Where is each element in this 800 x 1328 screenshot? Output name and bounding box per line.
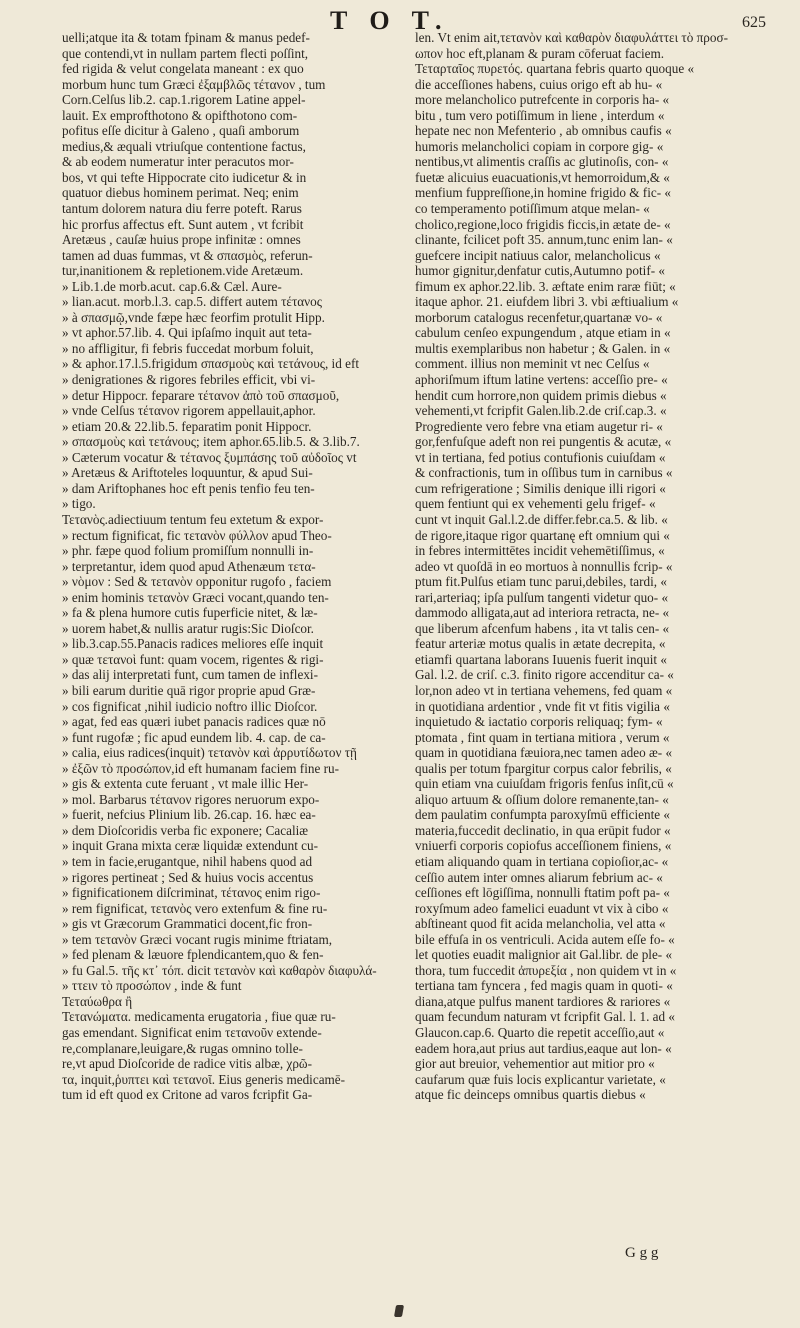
text-line: adeo vt quoſdā in eo mortuos à nonnullis fcrip- « [415, 558, 673, 574]
text-line: in febres intermittētes incidit vehemētiſſimus, « [415, 543, 665, 559]
text-line: que contendi,vt in nullam partem flecti poſſint, [62, 45, 309, 61]
text-line: » funt rugofæ ; fic apud eundem lib. 4. cap. de ca- [62, 729, 326, 745]
text-line: co temperamento potiſſimum atque melan- « [415, 201, 650, 217]
text-line: humor gignitur,denfatur cutis,Autumno potif- « [415, 263, 665, 279]
text-line: ptomata , fint quam in tertiana mitiora , verum « [415, 729, 670, 745]
text-line: quatuor diebus hominem perimat. Neq; enim [62, 185, 299, 201]
text-line: aphoriſmum iftum latine vertens: acceſſio pre- « [415, 372, 668, 388]
text-line: bos, vt qui tefte Hippocrate cito iudicetur & in [62, 169, 307, 185]
text-line: » denigrationes & rigores febriles efficit, vbi vi- [62, 372, 316, 388]
text-line: lauit. Ex emprofthotono & opifthotono com- [62, 107, 298, 123]
text-line: fuetæ alicuius euacuationis,vt hemorroidum,& « [415, 169, 670, 185]
text-line: » quæ τετανοὶ funt: quam vocem, rigentes & rigi- [62, 651, 324, 667]
text-line: de rigore,itaque rigor quartanę eft omnium qui « [415, 527, 670, 543]
page-number: 625 [742, 14, 766, 31]
text-line: vehementi,vt fcripfit Galen.lib.2.de criſ.cap.3. « [415, 403, 667, 419]
text-line: abſtineant quod fit acida melancholia, vel atta « [415, 916, 666, 932]
text-line: ceſſiones eft lōgiſſima, nonnulli ftatim poft pa- « [415, 885, 670, 901]
text-line: » Cæterum vocatur & τέτανος ξυμπάσης τοῦ αὐδοῖος vt [62, 449, 357, 465]
text-line: pofitus eſſe dicitur à Galeno , quaſi amborum [62, 123, 300, 139]
text-line: » agat, fed eas quæri iubet panacis radices quæ nō [62, 714, 326, 730]
text-line: Aretæus , cauſæ huius prope infinitæ : omnes [62, 232, 301, 248]
text-line: ptum fit.Pulſus etiam tunc parui,debiles, tardi, « [415, 574, 667, 590]
text-line: featur arteriæ motus qualis in ætate decrepita, « [415, 636, 666, 652]
text-line: » dam Ariftophanes hoc eft penis tenfio feu ten- [62, 480, 315, 496]
text-line: roxyſmum adeo famelici euadunt vt vix à cibo « [415, 900, 669, 916]
text-line: ceſſio autem inter omnes aliarum febrium ac- « [415, 869, 663, 885]
text-line: » vt aphor.57.lib. 4. Qui ipſaſmo inquit aut teta- [62, 325, 312, 341]
text-line: cabulum cenſeo expungendum , atque etiam in « [415, 325, 671, 341]
text-line: que liberum afcenfum habens , ita vt talis cen- « [415, 620, 670, 636]
text-line: gas emendant. Significat enim τετανοῦν extende- [62, 1025, 322, 1040]
text-line: fimum ex aphor.22.lib. 3. æftate enim raræ fiūt; « [415, 278, 676, 294]
text-line: re,complanare,leuigare,& rugas omnino tolle- [62, 1040, 303, 1056]
text-line: » ττειν τὸ προσώπον , inde & funt [62, 978, 242, 994]
text-line: morborum catalogus recenfetur,quartanæ vo- « [415, 309, 663, 325]
text-line: eadem hora,aut prius aut tardius,eaque aut lon- « [415, 1040, 672, 1056]
text-line: » gis & extenta cute feruant , vt male illic Her- [62, 776, 309, 792]
text-line: quam fecundum naturam vt fcripfit Gal. l. 1. ad « [415, 1009, 676, 1025]
right-column [415, 30, 745, 1103]
text-line: Corn.Celſus lib.2. cap.1.rigorem Latine appel- [62, 92, 306, 108]
text-line: cum refrigeratione ; Similis denique illi rigori « [415, 480, 666, 496]
text-line: hic prorfus affectus eft. Sunt autem , vt fcribit [62, 216, 304, 232]
text-line: vt in tertiana, fed potius contufionis cuiuſdam « [415, 449, 666, 465]
text-line: » bili earum duritie quā rigor proprie apud Græ- [62, 682, 316, 698]
text-line: » σπασμοὺς καὶ τετάνους; item aphor.65.lib.5. & 3.lib.7. [62, 434, 360, 450]
text-line: » Lib.1.de morb.acut. cap.6.& Cæl. Aure- [62, 278, 282, 294]
text-line: nentibus,vt alimentis craſſis ac glutinoſis, con- « [415, 154, 669, 170]
text-line: » tigo. [62, 496, 96, 512]
text-line: dem paulatim confumpta paroxyſmū efficiente « [415, 807, 670, 823]
text-line: more melancholico putrefcente in corporis ha- « [415, 92, 670, 108]
text-line: quin etiam vna cuiuſdam frigoris fenſus inſit,cū « [415, 776, 674, 792]
text-line: » das alij interpretati funt, cum tamen de inflexi- [62, 667, 318, 683]
text-line: etiamfi quartana laborans Iuuenis fuerit inquit « [415, 651, 667, 667]
signature-mark: G g g [625, 1245, 659, 1261]
text-line: uelli;atque ita & totam fpinam & manus pedef- [62, 30, 310, 45]
text-line: » tem τετανὸν Græci vocant rugis minime ftriatam, [62, 931, 333, 947]
text-line: » uorem habet,& nullis aratur rugis:Sic Dioſcor. [62, 620, 314, 636]
text-line: τα, inquit,ῥυπτει καὶ τετανοῖ. Eius generis medicamē- [62, 1071, 346, 1087]
text-line: » Aretæus & Ariftoteles loquuntur, & apud Sui- [62, 465, 313, 481]
text-line: » ἐξῶν τὸ προσώπον,id eft humanam faciem fine ru- [62, 760, 339, 776]
text-line: » terpretantur, idem quod apud Athenæum τετα- [62, 558, 316, 574]
text-line: cunt vt inquit Gal.l.2.de differ.febr.ca.5. & lib. « [415, 511, 668, 527]
text-line: » gis vt Græcorum Grammatici docent,fic fron- [62, 916, 313, 932]
text-line: bitu , tum vero potiſſimum in liene , interdum « [415, 107, 665, 123]
text-line: » detur Hippocr. feparare τέτανον ἀπὸ τοῦ σπασμοῦ, [62, 387, 340, 403]
text-line: materia,fuccedit declinatio, in qua erūpit fudor « [415, 822, 671, 838]
text-line: » phr. fæpe quod folium promiſſum nonnulli in- [62, 543, 314, 559]
text-line: ωπον hoc eft,planam & puram cōferuat faciem. [415, 45, 665, 61]
text-line: hendit cum horrore,non quidem primis diebus « [415, 387, 667, 403]
text-line: » dem Dioſcoridis verba fic exponere; Cacaliæ [62, 822, 309, 838]
text-line: & ab eodem numeratur inter peracutos mor- [62, 154, 294, 170]
text-line: caufarum quæ fuis locis explicantur varietate, « [415, 1071, 666, 1087]
text-line: multis exemplaribus non habetur ; & Galen. in « [415, 340, 671, 356]
text-line: quem fentiunt qui ex vehementi gelu frigef- « [415, 496, 656, 512]
page-edge-mark [394, 1305, 404, 1317]
text-line: tertiana tam fyncera , fed magis quam in quoti- « [415, 978, 673, 994]
text-line: » vnde Celſus τέτανον rigorem appellauit,aphor. [62, 403, 316, 419]
text-line: » à σπασμῷ,vnde fæpe hæc feorfim protulit Hipp. [62, 309, 325, 325]
text-line: » lian.acut. morb.l.3. cap.5. differt autem τέτανος [62, 294, 322, 310]
text-line: » inquit Grana mixta ceræ liquidæ extendunt cu- [62, 838, 318, 854]
text-line: bile effuſa in os ventriculi. Acida autem eſſe fo- « [415, 931, 675, 947]
left-column [62, 30, 392, 1103]
text-line: len. Vt enim ait,τετανὸν καὶ καθαρὸν διαφυλάττει τὸ προσ- [415, 30, 728, 45]
text-line: thora, tum fuccedit ἀπυρεξία , non quidem vt in « [415, 962, 677, 978]
text-line: aliquo artuum & oſſium dolore remanente,tan- « [415, 791, 669, 807]
text-line: » rigores pertineat ; Sed & huius vocis accentus [62, 869, 314, 885]
text-line: » & aphor.17.l.5.frigidum σπασμοὺς καὶ τετάνους, id eft [62, 356, 360, 372]
running-head: T O T. [330, 6, 450, 35]
text-line: Glaucon.cap.6. Quarto die repetit acceſſio,aut « [415, 1025, 665, 1040]
text-line: quam in quotidiana fæuiora,nec tamen adeo æ- « [415, 745, 673, 761]
text-line: hepate nec non Mefenterio , ab omnibus caufis « [415, 123, 672, 139]
text-line: » rectum fignificat, fic τετανὸν φύλλον apud Theo- [62, 527, 332, 543]
text-line: die acceſſiones habens, cuius origo eft ab hu- « [415, 76, 663, 92]
text-line: etiam aliquando quam in tertiana copioſior,ac- « [415, 853, 669, 869]
text-line: Progrediente vero febre vna etiam augetur ri- « [415, 418, 663, 434]
text-line: Gal. l.2. de criſ. c.3. finito rigore accenditur ca- « [415, 667, 674, 683]
text-line: tur,inanitionem & repletionem.vide Aretæum. [62, 263, 304, 279]
text-line: » calia, eius radices(inquit) τετανὸν καὶ ἀρρυτίδωτον τῇ [62, 745, 357, 761]
text-line: » fuerit, nefcius Plinium lib. 26.cap. 16. hæc ea- [62, 807, 316, 823]
text-line: » fu Gal.5. τῆς κτ᾽ τόπ. dicit τετανὸν καὶ καθαρὸν διαφυλά- [62, 962, 377, 978]
text-line: & confractionis, tum in oſſibus tum in carnibus « [415, 465, 673, 481]
text-line: gior aut breuior, vehementior aut mitior pro « [415, 1056, 655, 1072]
text-line: rari,arteriaq; ipſa pulſum tangenti videtur quo- « [415, 589, 669, 605]
text-line: gor,fenfuſque adeft non rei pungentis & acutæ, « [415, 434, 672, 450]
text-line: » no affligitur, fi febris fuccedat morbum foluit, [62, 340, 314, 356]
text-line: lor,non adeo vt in tertiana vehemens, fed quam « [415, 682, 673, 698]
text-line: qualis per totum fpargitur corpus calor febrilis, « [415, 760, 672, 776]
text-line: re,vt apud Dioſcoride de radice vitis albæ, χρῶ- [62, 1056, 312, 1072]
text-line: Τετανὸς.adiectiuum tentum feu extetum & expor- [62, 511, 324, 527]
text-line: » mol. Barbarus τέτανον rigores neruorum expo- [62, 791, 320, 807]
text-line: » fed plenam & læuore fplendicantem,quo & fen- [62, 947, 324, 963]
text-line: » enim hominis τετανὸν Græci vocant,quando ten- [62, 589, 329, 605]
text-line: » fa & plena humore cutis fuperficie nitet, & læ- [62, 605, 318, 621]
text-line: » fignificationem diſcriminat, τέτανος enim rigo- [62, 885, 321, 901]
text-line: dammodo alligata,aut ad interiora retracta, ne- « [415, 605, 670, 621]
text-line: morbum hunc tum Græci ἐξαμβλῶς τέτανον , tum [62, 76, 326, 92]
text-line: guefcere incipit natiuus calor, melancholicus « [415, 247, 661, 263]
text-line: tamen ad duas fummas, vt & σπασμὸς, referun- [62, 247, 313, 263]
text-line: tantum dolorem natura diu ferre poteft. Rarus [62, 201, 302, 217]
text-line: cholico,regione,loco frigidis ficcis,in ætate de- « [415, 216, 671, 232]
text-line: tum id eft quod ex Critone ad varos fcripfit Ga- [62, 1087, 313, 1103]
text-line: diana,atque pulfus manent tardiores & rariores « [415, 993, 671, 1009]
text-line: Τεταρταῖος πυρετός. quartana febris quarto quoque « [415, 61, 695, 77]
text-line: » rem fignificat, τετανὸς vero extenfum & fine ru- [62, 900, 328, 916]
text-line: » νὸμον : Sed & τετανὸν opponitur rugofo , faciem [62, 574, 332, 590]
text-line: inquietudo & iactatio corporis reliquaq; fym- « [415, 714, 663, 730]
text-line: medius,& æquali vtriuſque contentione factus, [62, 138, 306, 154]
text-line: menfium fuppreſſione,in homine frigido & fic- « [415, 185, 671, 201]
text-line: humoris melancholici copiam in corpore gig- « [415, 138, 664, 154]
text-line: » lib.3.cap.55.Panacis radices meliores eſſe inquit [62, 636, 324, 652]
text-line: » cos fignificat ,nihil iudicio noftro illic Dioſcor. [62, 698, 318, 714]
text-line: » etiam 20.& 22.lib.5. feparatim ponit Hippocr. [62, 418, 312, 434]
text-line: in quotidiana ardentior , vnde fit vt fitis vigilia « [415, 698, 670, 714]
text-line: comment. illius non meminit vt nec Celſus « [415, 356, 650, 372]
text-line: Τεταύωθρα ἢ [62, 993, 133, 1009]
text-line: fed rigida & velut congelata maneant : ex quo [62, 61, 304, 77]
text-line: vniuerfi corporis copiofus acceſſionem finiens, « [415, 838, 672, 854]
text-line: itaque aphor. 21. eiufdem libri 3. vbi æftiualium « [415, 294, 679, 310]
text-line: let quoties euadit malignior ait Gal.libr. de ple- « [415, 947, 673, 963]
text-line: atque fic deinceps omnibus quartis diebus « [415, 1087, 646, 1103]
text-line: » tem in facie,erugantque, nihil habens quod ad [62, 853, 313, 869]
text-line: clinante, fcilicet poft 35. annum,tunc enim lan- « [415, 232, 673, 248]
text-line: Τετανώματα. medicamenta erugatoria , fiue quæ ru- [62, 1009, 336, 1025]
